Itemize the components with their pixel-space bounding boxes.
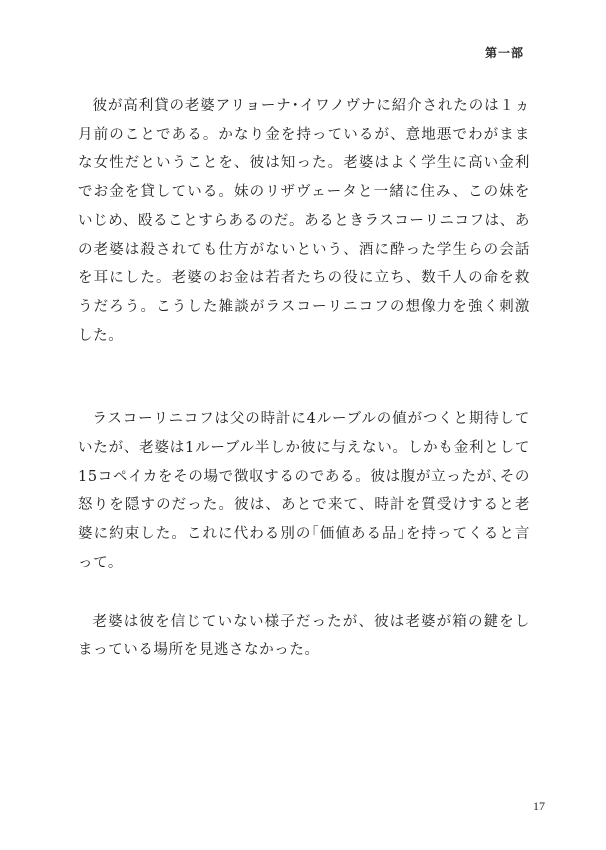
body-text [78, 92, 530, 665]
paragraph-spacer [78, 350, 530, 405]
page-number: 17 [533, 799, 545, 813]
paragraph-spacer [78, 578, 530, 608]
paragraph-2: ラスコーリニコフは父の時計に4ルーブルの値がつくと期待していたが、老婆は1ルーブル半しか彼に与えない。しかも金利として15コペイカをその場で徴収するのである。彼は腹が立ったが､その怒りを隠すのだった。彼は、あとで来て、時計を質受けすると老婆に約束した。これに代わる別の｢価値ある品｣を持ってくると言って。 [78, 411, 530, 571]
section-header: 第一部 [484, 46, 524, 60]
paragraph-1: 彼が高利貸の老婆アリョーナ･イワノヴナに紹介されたのは１ヵ月前のことである。かなり金を持っているが、意地悪でわがままな女性だということを、彼は知った。老婆はよく学生に高い金利でお金を貸している。妹のリザヴェータと一緒に住み、この妹をいじめ、殴ることすらあるのだ。あるときラスコーリニコフは、あの老婆は殺されても仕方がないという、酒に酔った学生らの会話を耳にした。老婆のお金は若者たちの役に立ち、数千人の命を救うだろう。こうした雑談がラスコーリニコフの想像力を強く刺激した。 [78, 98, 530, 344]
paragraph-3: 老婆は彼を信じていない様子だったが、彼は老婆が箱の鍵をしまっている場所を見逃さなかった。 [78, 613, 530, 659]
